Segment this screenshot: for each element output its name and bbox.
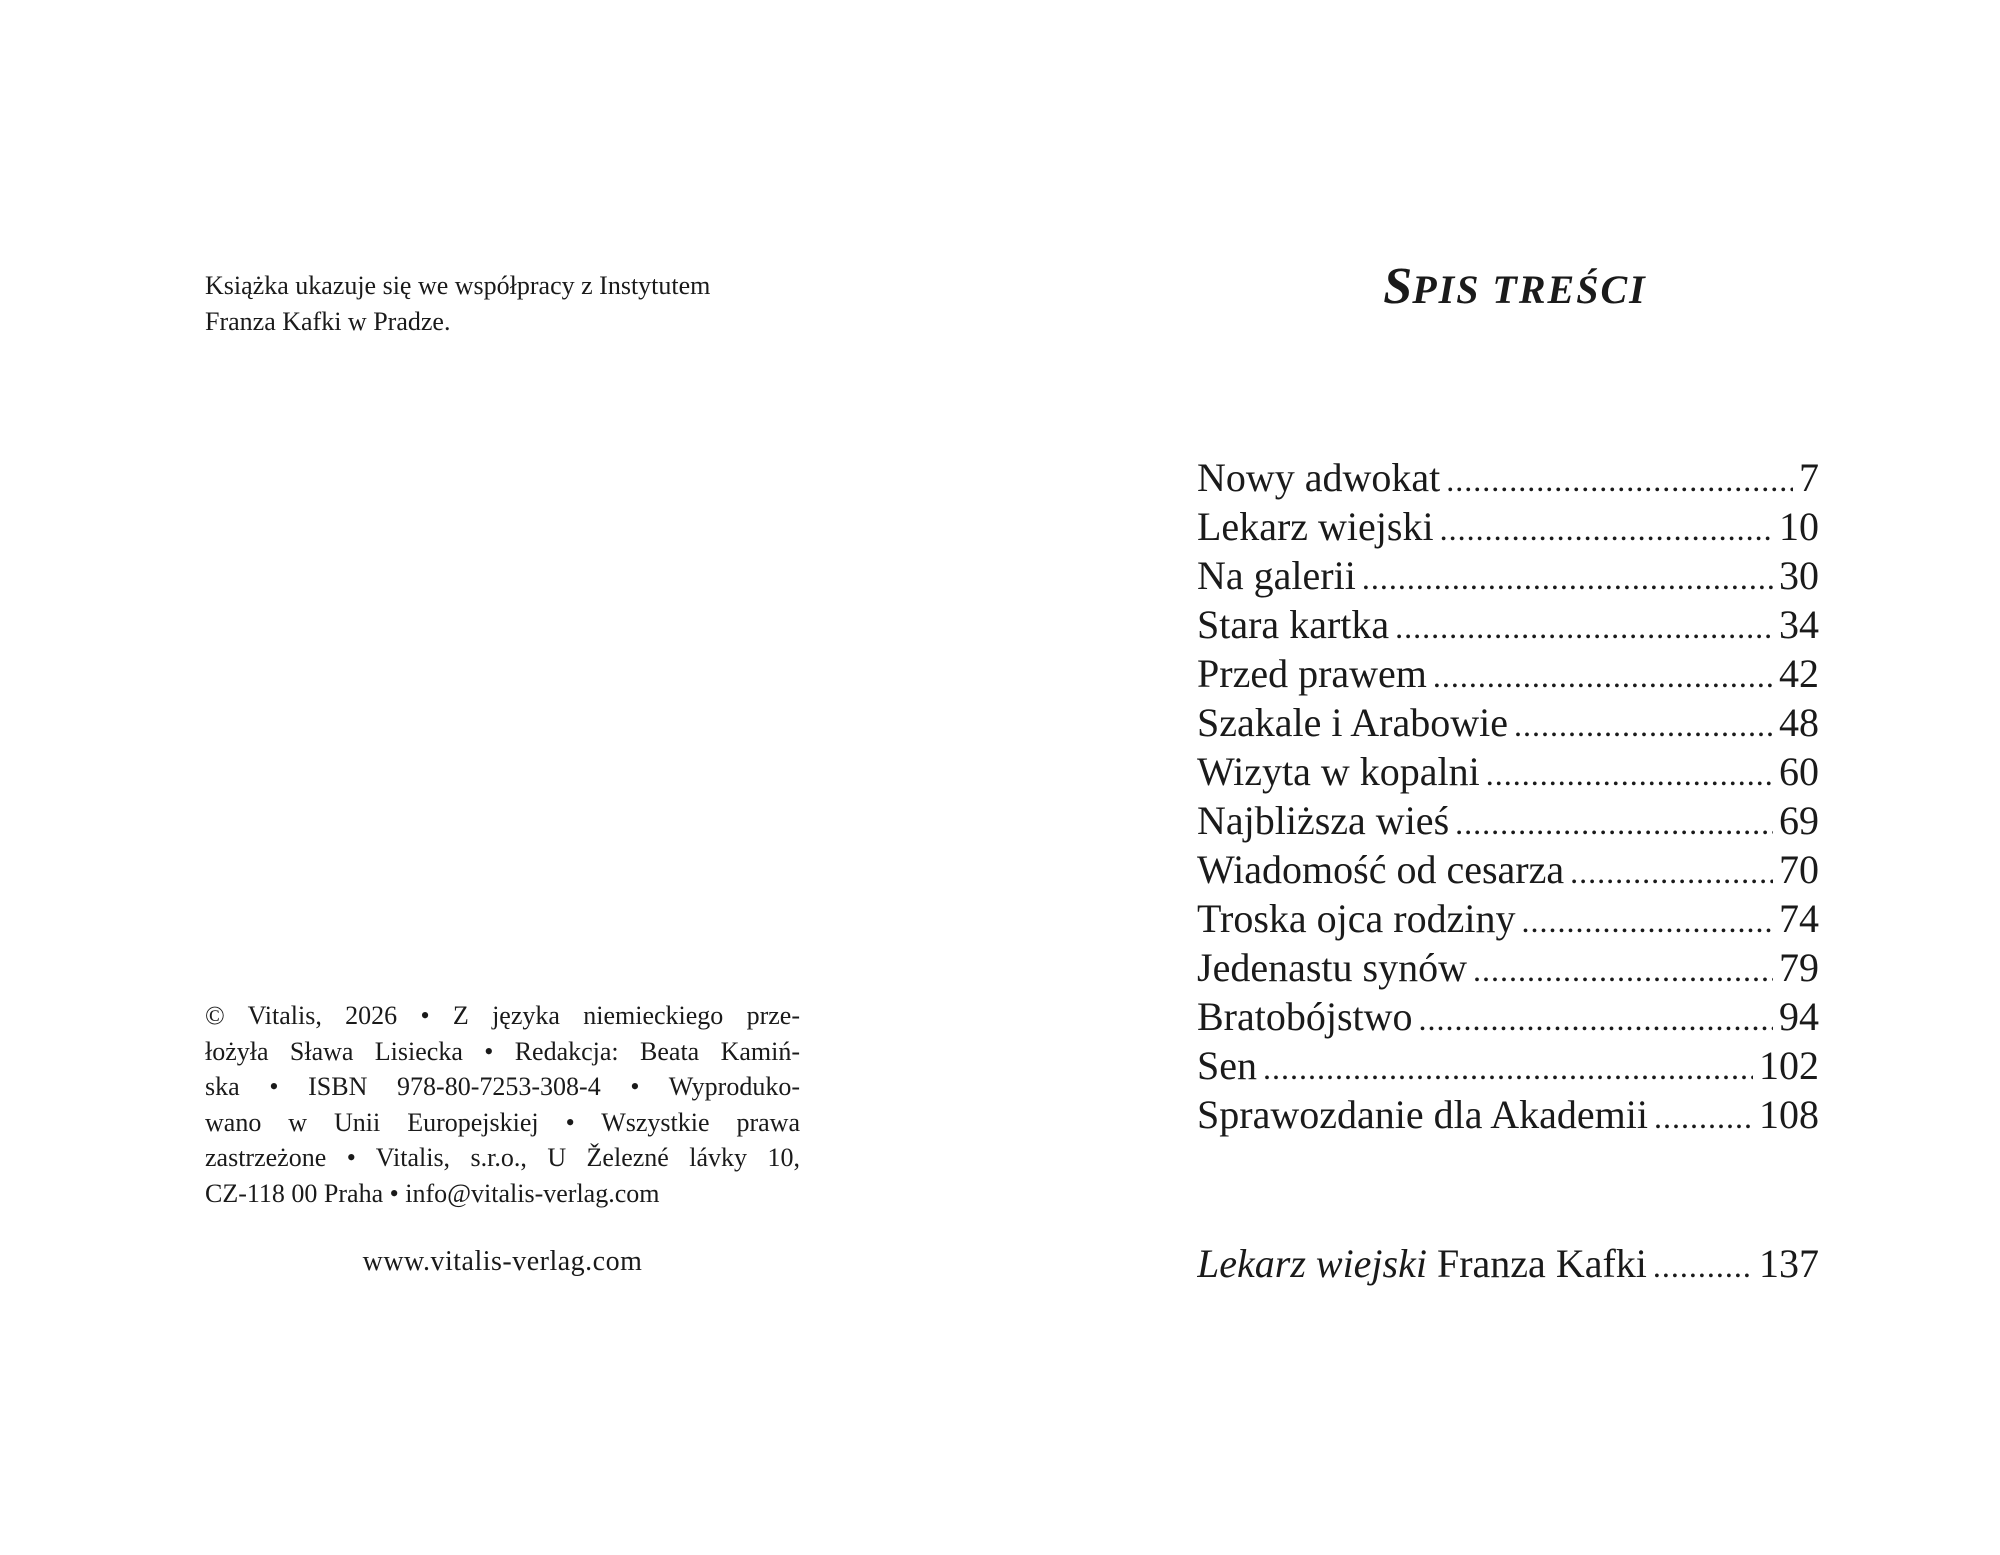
toc-title (1000, 257, 2000, 316)
toc-leader-dots (1440, 505, 1773, 551)
toc-entry-title: Szakale i Arabowie (1197, 700, 1508, 745)
toc-appendix-page: 137 (1759, 1241, 1819, 1286)
toc-entry (1197, 600, 1819, 649)
toc-leader-dots (1419, 995, 1773, 1041)
toc-entry-page: 42 (1779, 651, 1819, 696)
toc-appendix-title-italic: Lekarz wiejski (1197, 1241, 1427, 1286)
cooperation-note-line: Książka ukazuje się we współpracy z Instytutem (205, 271, 711, 300)
toc-entry (1197, 649, 1819, 698)
toc-entry-page: 7 (1799, 455, 1819, 500)
toc-title-rest: PIS TREŚCI (1412, 267, 1647, 312)
toc-leader-dots (1521, 897, 1773, 943)
toc-appendix-title-plain: Franza Kafki (1426, 1241, 1647, 1286)
toc-entry (1197, 796, 1819, 845)
toc-entry-page: 108 (1759, 1092, 1819, 1137)
toc-entry-title: Sprawozdanie dla Akademii (1197, 1092, 1648, 1137)
toc-title-initial: S (1383, 258, 1413, 315)
toc-leader-dots (1395, 603, 1773, 649)
toc-entry-title: Nowy adwokat (1197, 455, 1441, 500)
toc-entry-page: 94 (1779, 994, 1819, 1039)
toc-entry (1197, 698, 1819, 747)
imprint-line: CZ-118 00 Praha • info@vitalis-verlag.com (205, 1178, 660, 1208)
toc-entry (1197, 992, 1819, 1041)
cooperation-note (205, 268, 825, 340)
toc-entry-title: Wiadomość od cesarza (1197, 847, 1565, 892)
toc-leader-dots (1570, 848, 1773, 894)
toc-entry (1197, 453, 1819, 502)
imprint-line: ska • ISBN 978-80-7253-308-4 • Wyproduko- (205, 1072, 800, 1101)
toc-entry (1197, 943, 1819, 992)
imprint-line: zastrzeżone • Vitalis, s.r.o., U Železné lávky 10, (205, 1143, 800, 1172)
toc-entry-page: 48 (1779, 700, 1819, 745)
toc-entry-title: Stara kartka (1197, 602, 1390, 647)
toc-entry-title: Przed prawem (1197, 651, 1427, 696)
toc-leader-dots (1654, 1093, 1753, 1139)
toc-entry-title: Na galerii (1197, 553, 1356, 598)
toc-entry-page: 102 (1759, 1043, 1819, 1088)
table-of-contents (1197, 453, 1819, 1139)
imprint-line: wano w Unii Europejskiej • Wszystkie prawa (205, 1107, 800, 1137)
toc-entry (1197, 502, 1819, 551)
toc-leader-dots (1455, 799, 1773, 845)
imprint (205, 998, 800, 1211)
right-page (1000, 0, 2000, 1555)
toc-appendix-title (1197, 1239, 1647, 1288)
toc-entry-title: Jedenastu synów (1197, 945, 1467, 990)
toc-entry-page: 69 (1779, 798, 1819, 843)
toc-entry (1197, 1041, 1819, 1090)
toc-leader-dots (1433, 652, 1773, 698)
toc-entry (1197, 1090, 1819, 1139)
toc-entry-title: Lekarz wiejski (1197, 504, 1434, 549)
toc-leader-dots (1446, 456, 1793, 502)
toc-leader-dots (1263, 1044, 1753, 1090)
toc-leader-dots (1486, 750, 1773, 796)
toc-entry-page: 34 (1779, 602, 1819, 647)
toc-appendix-entry (1197, 1239, 1819, 1291)
toc-entry-page: 79 (1779, 945, 1819, 990)
toc-entry-page: 30 (1779, 553, 1819, 598)
toc-entry-page: 10 (1779, 504, 1819, 549)
toc-entry-page: 74 (1779, 896, 1819, 941)
toc-entry-title: Sen (1197, 1043, 1257, 1088)
toc-entry-title: Wizyta w kopalni (1197, 749, 1480, 794)
toc-leader-dots (1514, 701, 1773, 747)
toc-entry-title: Najbliższa wieś (1197, 798, 1450, 843)
toc-entry (1197, 894, 1819, 943)
toc-leader-dots (1362, 554, 1773, 600)
toc-entry (1197, 845, 1819, 894)
publisher-website: www.vitalis-verlag.com (362, 1246, 643, 1277)
toc-entry-page: 60 (1779, 749, 1819, 794)
toc-entry (1197, 747, 1819, 796)
toc-entry (1197, 551, 1819, 600)
toc-entry-page: 70 (1779, 847, 1819, 892)
toc-entry-title: Bratobójstwo (1197, 994, 1413, 1039)
imprint-line: © Vitalis, 2026 • Z języka niemieckiego prze- (205, 1001, 800, 1030)
toc-leader-dots (1653, 1242, 1753, 1291)
cooperation-note-line: Franza Kafki w Pradze. (205, 307, 451, 336)
toc-leader-dots (1473, 946, 1773, 992)
toc-entry-title: Troska ojca rodziny (1197, 896, 1516, 941)
imprint-line: łożyła Sława Lisiecka • Redakcja: Beata Kamiń- (205, 1036, 800, 1066)
